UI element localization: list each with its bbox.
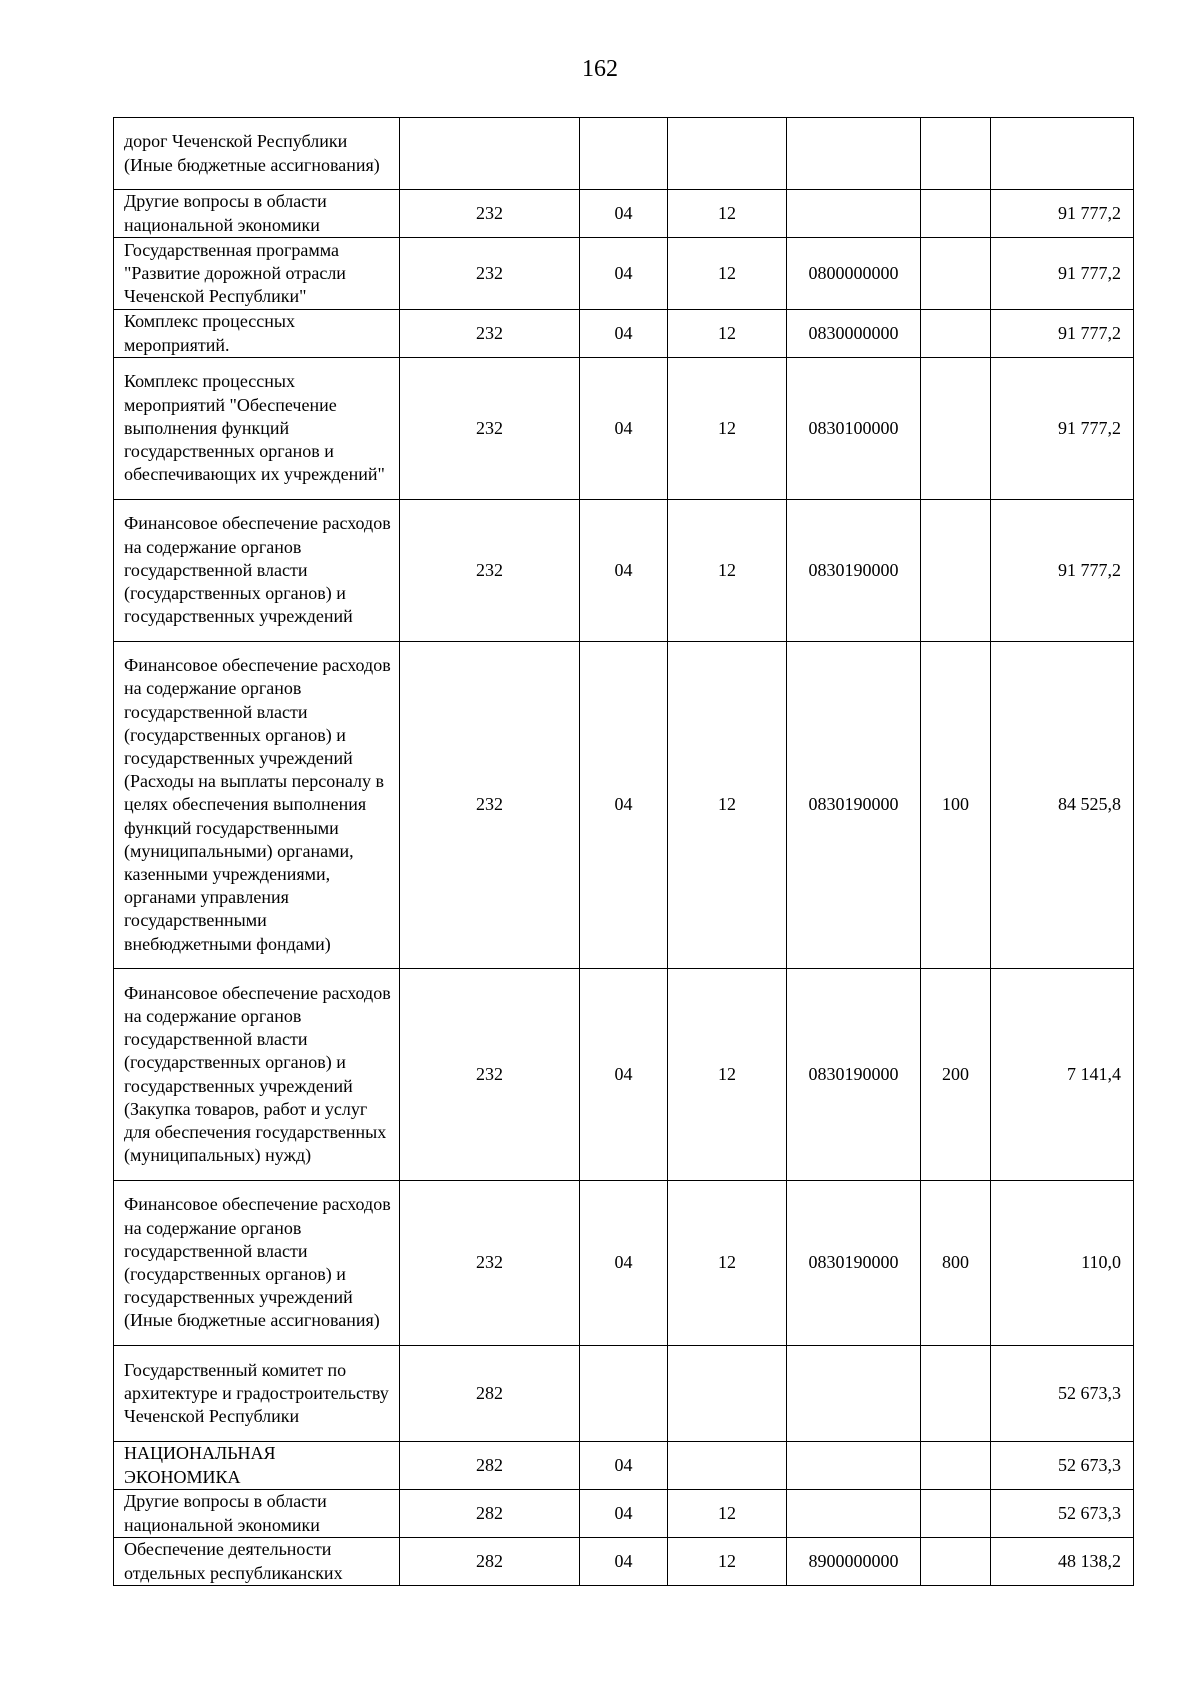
row-name-cell: Обеспечение деятельности отдельных республиканских (114, 1538, 400, 1586)
amount-cell: 84 525,8 (991, 642, 1134, 969)
section-cell (580, 1346, 668, 1442)
row-name-cell: Финансовое обеспечение расходов на содержание органов государственной власти (государственных органов) и государственных учреждений (114, 500, 400, 642)
target-article-cell (787, 190, 921, 238)
target-article-cell (787, 1442, 921, 1490)
grbs-cell: 232 (400, 310, 580, 358)
expense-type-cell (921, 310, 991, 358)
section-cell: 04 (580, 500, 668, 642)
grbs-cell: 282 (400, 1490, 580, 1538)
expense-type-cell (921, 118, 991, 190)
expense-type-cell (921, 1442, 991, 1490)
amount-cell (991, 118, 1134, 190)
subsection-cell: 12 (668, 969, 787, 1181)
row-name-cell: Государственный комитет по архитектуре и градостроительству Чеченской Республики (114, 1346, 400, 1442)
table-row (114, 1538, 1134, 1586)
subsection-cell: 12 (668, 1490, 787, 1538)
expense-type-cell (921, 358, 991, 500)
amount-cell: 52 673,3 (991, 1442, 1134, 1490)
section-cell: 04 (580, 1181, 668, 1346)
section-cell: 04 (580, 1538, 668, 1586)
table-row (114, 1346, 1134, 1442)
amount-cell: 7 141,4 (991, 969, 1134, 1181)
subsection-cell: 12 (668, 310, 787, 358)
table-row (114, 310, 1134, 358)
section-cell: 04 (580, 969, 668, 1181)
target-article-cell: 0830190000 (787, 642, 921, 969)
expense-type-cell (921, 500, 991, 642)
target-article-cell: 0830190000 (787, 500, 921, 642)
amount-cell: 91 777,2 (991, 500, 1134, 642)
target-article-cell: 0830190000 (787, 1181, 921, 1346)
section-cell: 04 (580, 190, 668, 238)
section-cell: 04 (580, 238, 668, 310)
table-row (114, 358, 1134, 500)
table-row (114, 969, 1134, 1181)
subsection-cell: 12 (668, 642, 787, 969)
grbs-cell: 232 (400, 190, 580, 238)
grbs-cell: 232 (400, 238, 580, 310)
row-name-cell: Финансовое обеспечение расходов на содержание органов государственной власти (государственных органов) и государственных учреждений (Расходы на выплаты персоналу в целях обеспечения выполнения функций государственными (муниципальными) органами, казенными учреждениями, органами управления государственными внебюджетными фондами) (114, 642, 400, 969)
row-name-cell: НАЦИОНАЛЬНАЯ ЭКОНОМИКА (114, 1442, 400, 1490)
amount-cell: 91 777,2 (991, 310, 1134, 358)
grbs-cell: 232 (400, 969, 580, 1181)
target-article-cell (787, 118, 921, 190)
expense-type-cell (921, 1490, 991, 1538)
subsection-cell: 12 (668, 190, 787, 238)
target-article-cell (787, 1490, 921, 1538)
grbs-cell: 232 (400, 358, 580, 500)
grbs-cell: 232 (400, 1181, 580, 1346)
subsection-cell: 12 (668, 238, 787, 310)
expense-type-cell (921, 1346, 991, 1442)
amount-cell: 48 138,2 (991, 1538, 1134, 1586)
table-row (114, 1442, 1134, 1490)
target-article-cell: 0830190000 (787, 969, 921, 1181)
row-name-cell: дорог Чеченской Республики (Иные бюджетные ассигнования) (114, 118, 400, 190)
table-row (114, 1490, 1134, 1538)
subsection-cell: 12 (668, 1538, 787, 1586)
subsection-cell: 12 (668, 1181, 787, 1346)
table-row (114, 1181, 1134, 1346)
expense-type-cell: 100 (921, 642, 991, 969)
target-article-cell: 0830100000 (787, 358, 921, 500)
subsection-cell: 12 (668, 358, 787, 500)
grbs-cell: 232 (400, 642, 580, 969)
table-row (114, 500, 1134, 642)
section-cell: 04 (580, 358, 668, 500)
amount-cell: 52 673,3 (991, 1346, 1134, 1442)
target-article-cell (787, 1346, 921, 1442)
subsection-cell (668, 1442, 787, 1490)
expense-type-cell: 800 (921, 1181, 991, 1346)
row-name-cell: Комплекс процессных мероприятий. (114, 310, 400, 358)
table-row (114, 118, 1134, 190)
target-article-cell: 0800000000 (787, 238, 921, 310)
section-cell: 04 (580, 642, 668, 969)
subsection-cell: 12 (668, 500, 787, 642)
target-article-cell: 0830000000 (787, 310, 921, 358)
table-row (114, 190, 1134, 238)
row-name-cell: Другие вопросы в области национальной экономики (114, 1490, 400, 1538)
table-row (114, 238, 1134, 310)
row-name-cell: Финансовое обеспечение расходов на содержание органов государственной власти (государственных органов) и государственных учреждений (Иные бюджетные ассигнования) (114, 1181, 400, 1346)
section-cell: 04 (580, 1442, 668, 1490)
grbs-cell: 282 (400, 1346, 580, 1442)
row-name-cell: Государственная программа "Развитие дорожной отрасли Чеченской Республики" (114, 238, 400, 310)
subsection-cell (668, 118, 787, 190)
grbs-cell (400, 118, 580, 190)
grbs-cell: 232 (400, 500, 580, 642)
grbs-cell: 282 (400, 1442, 580, 1490)
grbs-cell: 282 (400, 1538, 580, 1586)
budget-table (113, 117, 1134, 1586)
expense-type-cell (921, 238, 991, 310)
target-article-cell: 8900000000 (787, 1538, 921, 1586)
table-row (114, 642, 1134, 969)
row-name-cell: Финансовое обеспечение расходов на содержание органов государственной власти (государственных органов) и государственных учреждений (Закупка товаров, работ и услуг для обеспечения государственных (муниципальных) нужд) (114, 969, 400, 1181)
amount-cell: 110,0 (991, 1181, 1134, 1346)
section-cell: 04 (580, 310, 668, 358)
expense-type-cell (921, 190, 991, 238)
section-cell (580, 118, 668, 190)
amount-cell: 52 673,3 (991, 1490, 1134, 1538)
section-cell: 04 (580, 1490, 668, 1538)
amount-cell: 91 777,2 (991, 238, 1134, 310)
row-name-cell: Другие вопросы в области национальной экономики (114, 190, 400, 238)
subsection-cell (668, 1346, 787, 1442)
row-name-cell: Комплекс процессных мероприятий "Обеспечение выполнения функций государственных органов и обеспечивающих их учреждений" (114, 358, 400, 500)
expense-type-cell (921, 1538, 991, 1586)
page-number: 162 (582, 56, 618, 82)
amount-cell: 91 777,2 (991, 358, 1134, 500)
amount-cell: 91 777,2 (991, 190, 1134, 238)
expense-type-cell: 200 (921, 969, 991, 1181)
